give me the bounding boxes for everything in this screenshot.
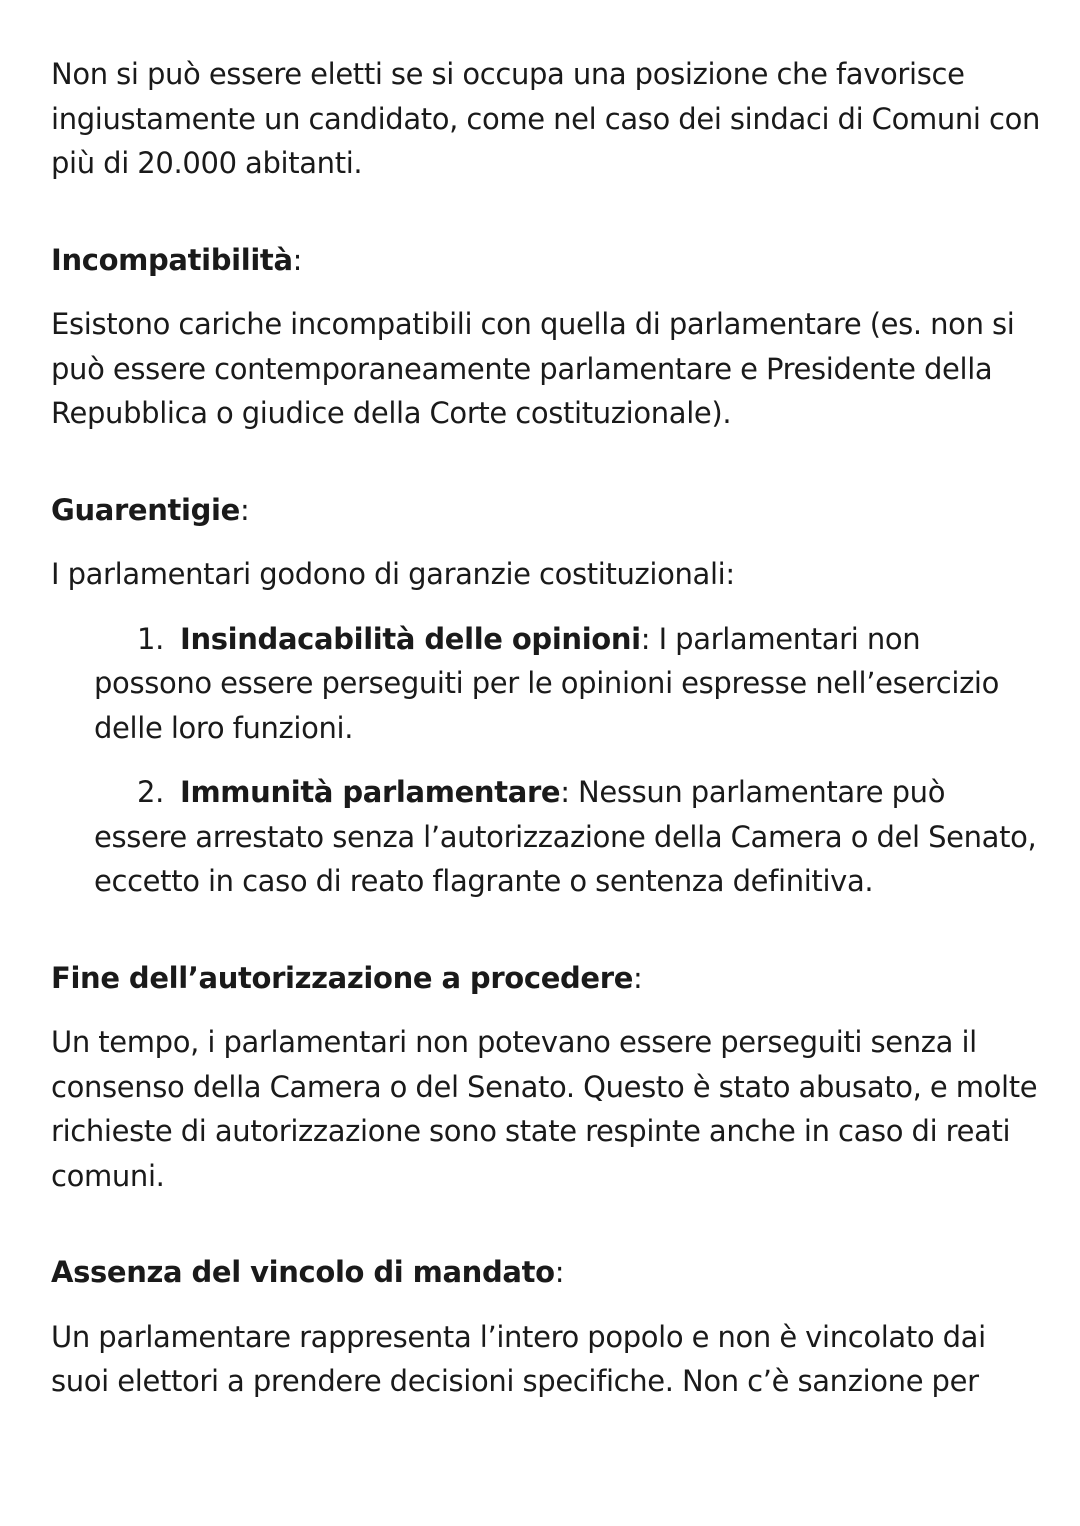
list-item-title: Immunità parlamentare: [180, 775, 561, 809]
vincolo-mandato-paragraph: Un parlamentare rappresenta l’intero popolo e non è vincolato dai suoi elettori a prendere decisioni specifiche. Non c’è sanzione per: [51, 1319, 986, 1398]
guarentigie-list: [51, 617, 1041, 904]
heading-text: Guarentigie: [51, 492, 240, 527]
section-heading-incompatibilita: [51, 238, 1041, 283]
list-item-number: 1.: [137, 621, 164, 656]
fine-autorizzazione-paragraph: Un tempo, i parlamentari non potevano essere perseguiti senza il consenso della Camera o del Senato. Questo è stato abusato, e molte richieste di autorizzazione sono state respinte anche in caso di reati comuni.: [51, 1025, 1038, 1193]
heading-colon: :: [633, 960, 643, 995]
list-item-text: I parlamentari non possono essere perseguiti per le opinioni espresse nell’esercizio delle loro funzioni.: [94, 621, 1000, 745]
document-page: [51, 52, 1041, 1404]
heading-colon: :: [239, 492, 250, 527]
heading-text: Fine dell’autorizzazione a procedere: [51, 960, 634, 995]
list-item: [51, 770, 1041, 904]
heading-text: Incompatibilità: [51, 242, 293, 277]
heading-colon: :: [554, 1255, 565, 1289]
heading-text: Assenza del vincolo di mandato: [51, 1255, 555, 1289]
list-item-number: 2.: [137, 775, 164, 809]
section-heading-fine-autorizzazione: [51, 956, 1041, 1001]
list-item: [51, 617, 1041, 751]
list-item-colon: :: [560, 775, 570, 809]
heading-colon: :: [292, 242, 303, 277]
incompatibilita-paragraph: Esistono cariche incompatibili con quella di parlamentare (es. non si può essere contemporaneamente parlamentare e Presidente della Repubblica o giudice della Corte costituzionale).: [51, 307, 1015, 430]
list-item-colon: :: [640, 621, 651, 656]
section-heading-guarentigie: [51, 488, 1041, 533]
guarentigie-paragraph: I parlamentari godono di garanzie costituzionali:: [51, 557, 735, 591]
intro-paragraph: Non si può essere eletti se si occupa una posizione che favorisce ingiustamente un candidato, come nel caso dei sindaci di Comuni con più di 20.000 abitanti.: [51, 57, 1041, 180]
section-heading-vincolo-mandato: [51, 1250, 1041, 1295]
list-item-text: Nessun parlamentare può essere arrestato senza l’autorizzazione della Camera o del Senato, eccetto in caso di reato flagrante o sentenza definitiva.: [94, 775, 1037, 898]
list-item-title: Insindacabilità delle opinioni: [180, 621, 641, 656]
